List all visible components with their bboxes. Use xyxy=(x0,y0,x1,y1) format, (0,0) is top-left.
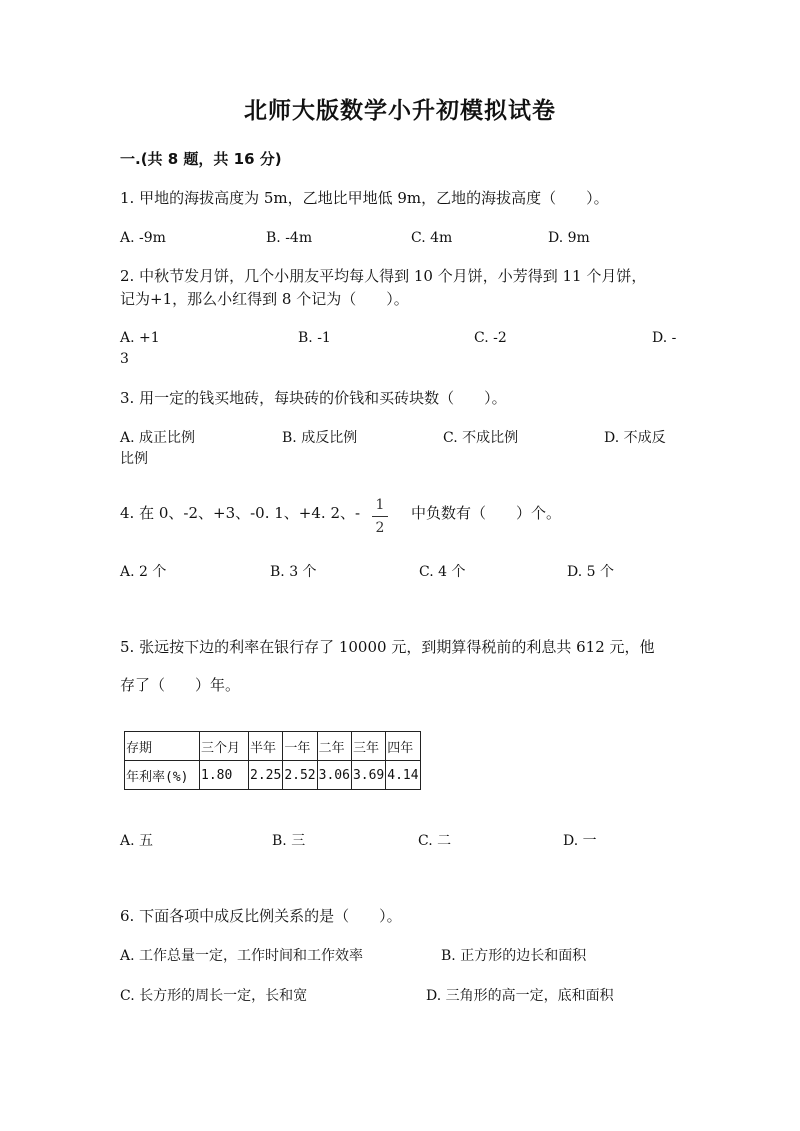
question-4-text: 4. 在 0、-2、+3、-0. 1、+4. 2、- xyxy=(120,504,361,522)
q1-option-a: A. -9m xyxy=(120,230,166,246)
table-cell: 4.14 xyxy=(386,761,420,790)
question-4-text-after: 中负数有（ ）个。 xyxy=(411,504,562,522)
table-cell: 三个月 xyxy=(200,732,249,761)
table-cell: 2.52 xyxy=(283,761,317,790)
q6-option-b: B. 正方形的边长和面积 xyxy=(441,948,587,964)
question-1-text: 1. 甲地的海拔高度为 5m，乙地比甲地低 9m，乙地的海拔高度（ ）。 xyxy=(120,189,609,207)
table-cell: 2.25 xyxy=(249,761,283,790)
q6-option-c: C. 长方形的周长一定，长和宽 xyxy=(120,988,308,1004)
question-5-line-1: 5. 张远按下边的利率在银行存了 10000 元，到期算得税前的利息共 612 元，他 xyxy=(120,638,655,656)
table-cell: 年利率(%) xyxy=(125,761,200,790)
q2-option-c: C. -2 xyxy=(474,330,507,346)
question-3-text: 3. 用一定的钱买地砖，每块砖的价钱和买砖块数（ ）。 xyxy=(120,389,507,407)
table-cell: 二年 xyxy=(317,732,351,761)
q1-option-c: C. 4m xyxy=(411,230,453,246)
fraction-bar xyxy=(372,516,388,517)
fraction-denominator: 2 xyxy=(375,520,385,536)
q6-option-d: D. 三角形的高一定，底和面积 xyxy=(426,988,614,1004)
q4-option-b: B. 3 个 xyxy=(270,564,317,580)
table-cell: 四年 xyxy=(386,732,420,761)
table-cell: 半年 xyxy=(249,732,283,761)
table-cell: 三年 xyxy=(351,732,385,761)
page-title: 北师大版数学小升初模拟试卷 xyxy=(244,98,556,124)
q3-option-b: B. 成反比例 xyxy=(282,430,358,446)
table-cell: 3.69 xyxy=(351,761,385,790)
q5-option-c: C. 二 xyxy=(418,833,452,849)
q6-option-a: A. 工作总量一定，工作时间和工作效率 xyxy=(120,948,364,964)
table-row xyxy=(125,761,421,790)
table-cell: 3.06 xyxy=(317,761,351,790)
q5-option-d: D. 一 xyxy=(563,833,597,849)
table-cell: 1.80 xyxy=(200,761,249,790)
q5-option-b: B. 三 xyxy=(272,833,306,849)
table-cell: 一年 xyxy=(283,732,317,761)
q1-option-b: B. -4m xyxy=(266,230,313,246)
section-heading: 一.(共 8 题，共 16 分) xyxy=(120,150,282,168)
fraction-one-half xyxy=(371,497,389,536)
q4-option-c: C. 4 个 xyxy=(419,564,466,580)
q3-option-a: A. 成正比例 xyxy=(120,430,196,446)
q5-option-a: A. 五 xyxy=(120,833,154,849)
q2-option-a: A. +1 xyxy=(120,330,160,346)
question-5-line-2: 存了（ ）年。 xyxy=(120,676,241,694)
table-cell: 存期 xyxy=(125,732,200,761)
q4-option-d: D. 5 个 xyxy=(567,564,614,580)
question-6-text: 6. 下面各项中成反比例关系的是（ ）。 xyxy=(120,907,402,925)
q1-option-d: D. 9m xyxy=(548,230,590,246)
q3-option-c: C. 不成比例 xyxy=(443,430,519,446)
fraction-numerator: 1 xyxy=(375,497,385,513)
question-2-line-2: 记为+1，那么小红得到 8 个记为（ ）。 xyxy=(120,290,409,308)
q2-option-d: D. - xyxy=(652,330,677,346)
q2-option-b: B. -1 xyxy=(298,330,331,346)
interest-rate-table xyxy=(124,731,421,790)
table-header-row xyxy=(125,732,421,761)
question-2-line-1: 2. 中秋节发月饼，几个小朋友平均每人得到 10 个月饼，小芳得到 11 个月饼， xyxy=(120,267,647,285)
q2-option-d-wrap: 3 xyxy=(120,351,129,367)
q3-option-d-wrap: 比例 xyxy=(120,451,148,467)
q4-option-a: A. 2 个 xyxy=(120,564,167,580)
q3-option-d: D. 不成反 xyxy=(604,430,666,446)
